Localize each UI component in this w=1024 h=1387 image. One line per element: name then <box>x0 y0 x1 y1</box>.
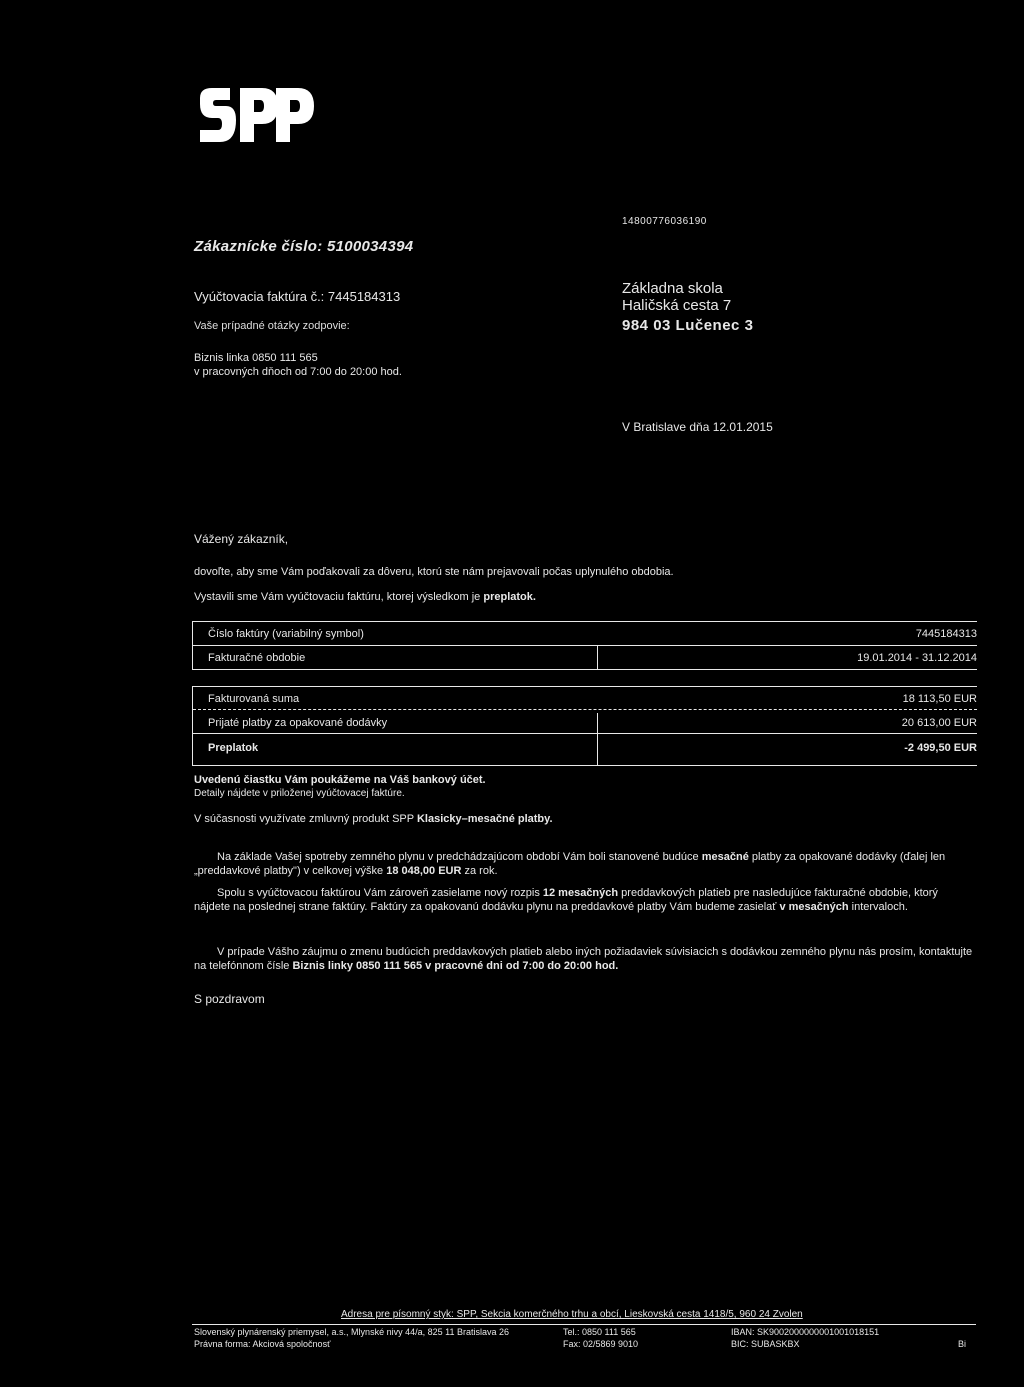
advance-payments-paragraph: Na základe Vašej spotreby zemného plynu v predchádzajúcom období Vám boli stanovené budúce mesačné platby za opakované dodávky (ďalej len „preddavkové platby") v celkovej výške 18 048,00 EUR za rok. <box>194 851 946 877</box>
footer-address: Adresa pre písomný styk: SPP, Sekcia komerčného trhu a obcí, Lieskovská cesta 1418/5, 960 24 Zvolen <box>341 1309 803 1320</box>
questions-label: Vaše prípadné otázky zodpovie: <box>194 320 350 332</box>
contact-paragraph: V prípade Vášho záujmu o zmenu budúcich preddavkových platieb alebo iných požiadaviek súvisiacich s dodávkou zemného plynu nás prosím, kontaktujte na telefónnom čísle Biznis linky 0850 111 565 v pracovné dni od 7:00 do 20:00 hod. <box>194 946 973 972</box>
document-number: 14800776036190 <box>622 216 707 227</box>
footer-divider <box>192 1324 976 1325</box>
details-note: Detaily nájdete v priloženej vyúčtovacej faktúre. <box>194 788 405 799</box>
schedule-paragraph: Spolu s vyúčtovacou faktúrou Vám zároveň zasielame nový rozpis 12 mesačných preddavkových platieb pre nasledujúce fakturačné obdobie, ktorý nájdete na poslednej strane faktúry. Faktúry za opakovanú dodávku plynu na preddavkové platby Vám budeme zasielať v mesačných intervaloch. <box>194 887 938 913</box>
recipient-street: Haličská cesta 7 <box>622 297 732 314</box>
invoice-info-table: Číslo faktúry (variabilný symbol) 7445184313 Fakturačné obdobie 19.01.2014 - 31.12.2014 <box>192 621 977 670</box>
thanks-paragraph: dovoľte, aby sme Vám poďakovali za dôveru, ktorú ste nám prejavovali počas uplynulého obdobia. <box>194 566 674 578</box>
amounts-table: Fakturovaná suma 18 113,50 EUR Prijaté platby za opakované dodávky 20 613,00 EUR Preplatok -2 499,50 EUR <box>192 686 977 766</box>
product-note: V súčasnosti využívate zmluvný produkt SPP Klasicky–mesačné platby. <box>194 813 553 825</box>
result-paragraph: Vystavili sme Vám vyúčtovaciu faktúru, ktorej výsledkom je preplatok. <box>194 591 536 603</box>
footer-cut-text: Bi <box>958 1339 967 1349</box>
footer-tel: Tel.: 0850 111 565 <box>563 1327 636 1337</box>
spp-logo <box>196 84 316 146</box>
footer-bic: BIC: SUBASKBX <box>731 1339 800 1349</box>
greeting: Vážený zákazník, <box>194 532 289 546</box>
business-hours: v pracovných dňoch od 7:00 do 20:00 hod. <box>194 366 402 378</box>
footer-legal-form: Právna forma: Akciová spoločnosť <box>194 1339 331 1349</box>
footer-iban: IBAN: SK9002000000001001018151 <box>731 1327 880 1337</box>
footer-fax: Fax: 02/5869 9010 <box>563 1339 639 1349</box>
bank-note: Uvedenú čiastku Vám poukážeme na Váš bankový účet. <box>194 774 486 786</box>
invoice-number-line: Vyúčtovacia faktúra č.: 7445184313 <box>194 289 401 304</box>
recipient-name: Základna skola <box>622 280 723 297</box>
sign-off: S pozdravom <box>194 992 265 1006</box>
business-line: Biznis linka 0850 111 565 <box>194 352 318 364</box>
footer-company: Slovenský plynárenský priemysel, a.s., Mlynské nivy 44/a, 825 11 Bratislava 26 <box>194 1327 509 1337</box>
customer-number: Zákaznícke číslo: 5100034394 <box>194 238 414 255</box>
recipient-city: 984 03 Lučenec 3 <box>622 317 754 334</box>
letter-date: V Bratislave dňa 12.01.2015 <box>622 420 773 434</box>
